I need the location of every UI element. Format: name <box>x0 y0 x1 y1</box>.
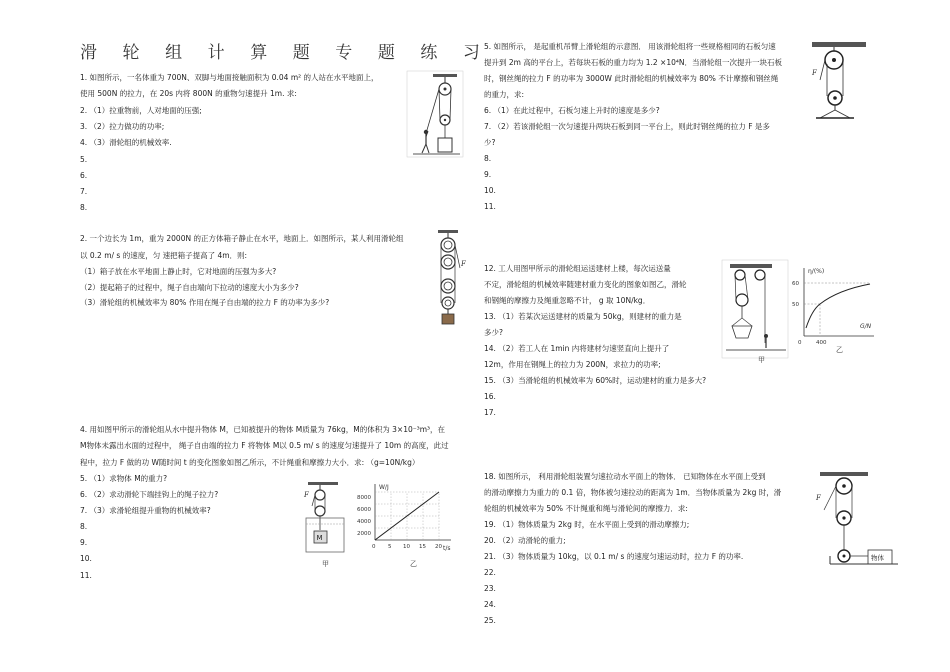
q4-line: M物体未露出水面的过程中， 绳子自由端的拉力 F 将物体 M以 0.5 m/ s 的速度匀速提升了 10m 的高度，此过 <box>80 441 449 450</box>
line-number: 8. <box>80 203 88 212</box>
q2-line: （3）滑轮组的机械效率为 80% 作用在绳子自由端的拉力 F 的功率为多少? <box>80 298 330 307</box>
title-char: 轮 <box>122 43 140 63</box>
q5-line: 7. （2）若该滑轮组一次匀速提升两块石板到同一平台上，则此时钢丝绳的拉力 F 是多 <box>484 122 770 131</box>
y-tick-label: 8000 <box>357 495 371 501</box>
q12-line: 14. （2）若工人在 1min 内将建材匀速竖直向上提升了 <box>484 344 670 353</box>
x-axis-label: G/N <box>860 323 872 330</box>
line-number: 6. <box>80 171 88 180</box>
q18-line: 21. （3）物体质量为 10kg，以 0.1 m/ s 的速度匀速运动时，拉力 F 的功率. <box>484 552 744 561</box>
y-axis-label: η/(%) <box>808 268 825 275</box>
x-tick-label: 10 <box>403 544 410 550</box>
line-number: 9. <box>80 538 88 547</box>
efficiency-curve <box>806 284 870 328</box>
object-label: 物体 <box>871 554 884 562</box>
q18-line: 的滑动摩擦力为重力的 0.1 倍，物体被匀速拉动的距离为 1m．当物体质量为 2kg 时，滑 <box>484 488 782 497</box>
line-number: 22. <box>484 568 496 577</box>
y-tick-label: 60 <box>792 281 799 287</box>
x-tick-label: 15 <box>419 544 426 550</box>
q4-pulley-water-figure <box>300 478 360 570</box>
line-number: 8. <box>484 154 492 163</box>
q4-work-time-chart <box>355 478 455 570</box>
q1-line: 1. 如图所示，一名体重为 700N、双脚与地面接触面积为 0.04 m² 的人站在水平地面上， <box>80 73 379 82</box>
q12-line: 13. （1）若某次运送建材的质量为 50kg，则建材的重力是 <box>484 312 682 321</box>
title-char: 题 <box>377 43 395 63</box>
q4-line: 5. （1）求物体 M的重力? <box>80 474 168 483</box>
force-label: F <box>812 69 817 77</box>
q12-efficiency-chart <box>788 262 878 354</box>
title-char: 习 <box>462 43 480 63</box>
line-number: 10. <box>484 186 496 195</box>
force-label: F <box>304 491 309 499</box>
title-char: 滑 <box>80 43 97 63</box>
line-number: 23. <box>484 584 496 593</box>
caption-jia: 甲 <box>758 356 765 364</box>
caption-yi: 乙 <box>836 346 843 354</box>
block-label: M <box>316 534 323 542</box>
page-title <box>80 38 480 63</box>
q18-line: 19. （1）物体质量为 2kg 时，在水平面上受到的滑动摩擦力; <box>484 520 690 529</box>
q12-pulley-figure <box>720 258 792 366</box>
q12-line: 多少? <box>484 328 503 337</box>
line-number: 17. <box>484 408 496 417</box>
line-number: 5. <box>80 155 88 164</box>
q2-line: 2. 一个边长为 1m，重为 2000N 的正方体箱子静止在水平，地面上．如图所示，某人利用滑轮组 <box>80 234 404 243</box>
q5-crane-pulley-figure <box>808 40 870 122</box>
title-char: 计 <box>207 43 225 63</box>
q12-line: 12m，作用在钢绳上的拉力为 200N，求拉力的功率; <box>484 360 661 369</box>
title-char: 算 <box>250 43 268 63</box>
title-char: 组 <box>165 43 183 63</box>
q12-line: 15. （3）当滑轮组的机械效率为 60%时，运动建材的重力是多大? <box>484 376 707 385</box>
q2-line: （1）箱子放在水平地面上静止时，它对地面的压强为多大? <box>80 267 277 276</box>
q1-line: 使用 500N 的拉力，在 20s 内将 800N 的重物匀速提升 1m. 求: <box>80 89 297 98</box>
line-number: 16. <box>484 392 496 401</box>
title-char: 专 <box>335 43 353 63</box>
caption-yi: 乙 <box>410 560 417 568</box>
q5-line: 5. 如图所示， 是起重机吊臂上滑轮组的示意图． 用该滑轮组将一些规格相同的石板匀速 <box>484 42 776 51</box>
q18-line: 18. 如图所示， 利用滑轮组装置匀速拉动水平面上的物体． 已知物体在水平面上受到 <box>484 472 766 481</box>
q5-line: 提升到 2m 高的平台上，若每块石板的重力均为 1.2 ×10⁴N．当滑轮组一次提升一块石板 <box>484 58 782 67</box>
y-tick-label: 2000 <box>357 531 371 537</box>
q18-line: 轮组的机械效率为 50% 不计绳重和绳与滑轮间的摩擦力．求: <box>484 504 688 513</box>
q18-line: 20. （2）动滑轮的重力; <box>484 536 566 545</box>
x-tick-label: 400 <box>816 340 827 346</box>
line-number: 7. <box>80 187 88 196</box>
q4-line: 4. 用如图甲所示的滑轮组从水中提升物体 M，已知被提升的物体 M质量为 76kg，M的体积为 3×10⁻³m³，在 <box>80 425 446 434</box>
caption-jia: 甲 <box>322 560 329 568</box>
q1-line: 3. （2）拉力做功的功率; <box>80 122 165 131</box>
q4-line: 7. （3）求滑轮组提升重物的机械效率? <box>80 506 211 515</box>
q12-line: 不定，滑轮组的机械效率随建材重力变化的图象如图乙，滑轮 <box>484 280 687 289</box>
line-number: 11. <box>80 571 92 580</box>
q2-line: （2）提起箱子的过程中，绳子自由端向下拉动的速度大小为多少? <box>80 283 299 292</box>
line-number: 10. <box>80 554 92 563</box>
line-number: 9. <box>484 170 492 179</box>
x-axis-label: t/s <box>443 545 451 552</box>
y-tick-label: 4000 <box>357 519 371 525</box>
force-label: F <box>816 494 821 502</box>
q5-line: 6. （1）在此过程中，石板匀速上升时的速度是多少? <box>484 106 660 115</box>
q18-pulley-figure <box>810 470 900 578</box>
x-tick-label: 20 <box>435 544 442 550</box>
q5-line: 的重力，求: <box>484 90 525 99</box>
q5-line: 时，钢丝绳的拉力 F 的功率为 3000W 此时滑轮组的机械效率为 80% 不计摩擦和钢丝绳 <box>484 74 779 83</box>
q12-line: 和钢绳的摩擦力及绳重忽略不计， g 取 10N/kg． <box>484 296 651 305</box>
line-number: 8. <box>80 522 88 531</box>
q1-line: 4. （3）滑轮组的机械效率. <box>80 138 172 147</box>
q1-line: 2. （1）拉重物前，人对地面的压强; <box>80 106 202 115</box>
q2-pulley-figure <box>430 228 470 326</box>
q5-line: 少? <box>484 138 496 147</box>
line-number: 11. <box>484 202 496 211</box>
title-char: 练 <box>420 43 438 63</box>
q4-line: 程中，拉力 F 做的功 W随时间 t 的变化图象如图乙所示，不计绳重和摩擦力大小．求: （g=10N/kg） <box>80 458 420 467</box>
q4-line: 6. （2）求动滑轮下端挂钩上的绳子拉力? <box>80 490 219 499</box>
force-label: F <box>461 260 466 268</box>
title-char: 题 <box>292 43 310 63</box>
line-number: 24. <box>484 600 496 609</box>
q12-line: 12. 工人用图甲所示的滑轮组运送建材上楼，每次运送量 <box>484 264 671 273</box>
line-number: 25. <box>484 616 496 625</box>
y-tick-label: 50 <box>792 302 799 308</box>
x-tick-label: 5 <box>388 544 392 550</box>
q1-pulley-figure <box>405 70 465 160</box>
x-tick-label: 0 <box>372 544 376 550</box>
y-axis-label: W/J <box>379 484 389 491</box>
y-tick-label: 6000 <box>357 507 371 513</box>
q2-line: 以 0.2 m/ s 的速度，匀 速把箱子提高了 4m．则: <box>80 251 248 260</box>
origin-label: 0 <box>798 340 802 346</box>
